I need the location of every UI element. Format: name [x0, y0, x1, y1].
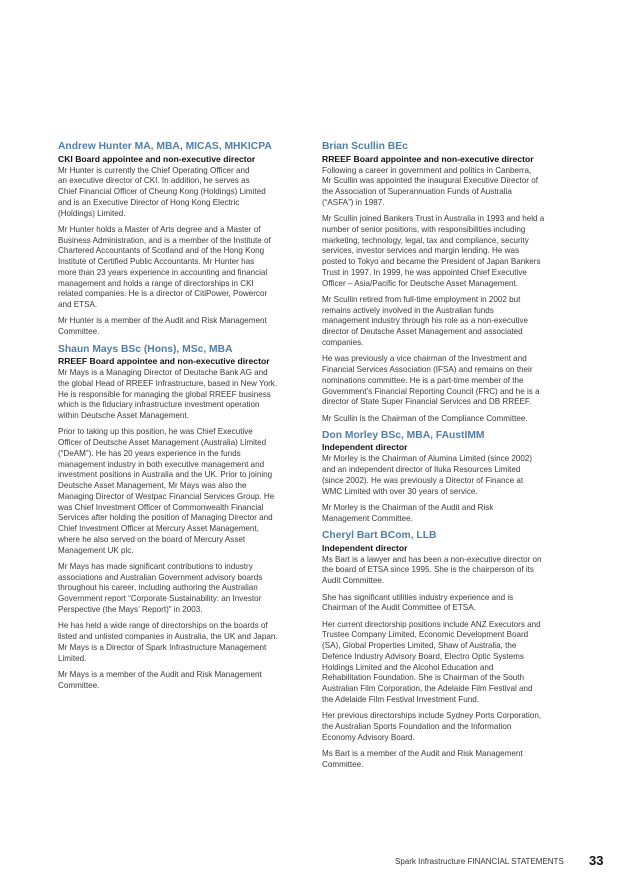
director-name: Andrew Hunter MA, MBA, MICAS, MHKICPA: [58, 141, 272, 152]
bio-paragraph: Mr Mays is a Managing Director of Deutsche Bank AG and the global Head of RREEF Infrastructure, based in New York. He is responsible for managing the global RREEF business which is the fiduciary infrastructure investment operation within Deutsche Asset Management.: [58, 368, 278, 421]
bio-paragraph: Following a career in government and politics in Canberra, Mr Scullin was appointed the inaugural Executive Director of the Association of Superannuation Funds of Australia (“ASFA”) in 1987.: [322, 165, 538, 207]
bio-paragraph: Mr Scullin retired from full-time employment in 2002 but remains actively involved in the Australian funds management industry through his role as a non-executive director of Deutsche Asset Management and associated companies.: [322, 294, 529, 347]
footer-title: Spark Infrastructure FINANCIAL STATEMENTS: [395, 857, 564, 866]
bio-paragraph: She has significant utilities industry experience and is Chairman of the Audit Committee of ETSA.: [322, 592, 514, 613]
director-bio: [322, 530, 574, 770]
left-column: [58, 141, 310, 697]
bio-paragraph: He has held a wide range of directorships on the boards of listed and unlisted companies in Australia, the UK and Japan. Mr Mays is a Director of Spark Infrastructure Management Limited.: [58, 621, 278, 663]
bio-paragraph: Mr Scullin is the Chairman of the Compliance Committee.: [322, 413, 528, 423]
bio-paragraph: He was previously a vice chairman of the Investment and Financial Services Association (IFSA) and remains on their nominations committee. He is a part-time member of the Government’s Financial Reporting Council (FRC) and he is a director of State Super Financial Services and DB RREEF.: [322, 354, 540, 407]
bio-paragraph: Mr Hunter is currently the Chief Operating Officer and an executive director of CKI. In addition, he serves as Chief Financial Officer of Cheung Kong (Holdings) Limited and is an Executive Director of Hong Kong Electric (Holdings) Limited.: [58, 165, 266, 218]
right-column: [322, 141, 574, 776]
bio-paragraph: Mr Scullin joined Bankers Trust in Australia in 1993 and held a number of senior positions, with responsibilities including marketing, technology, legal, tax and compliance, security services, investor services and margin lending. He was posted to Tokyo and became the President of Japan Bankers Trust in 1997. In 1999, he was appointed Chief Executive Officer – Asia/Pacific for Deutsche Asset Management.: [322, 214, 545, 288]
director-role: Independent director: [322, 442, 408, 453]
bio-paragraph: Mr Hunter is a member of the Audit and Risk Management Committee.: [58, 316, 267, 337]
director-role: CKI Board appointee and non-executive director: [58, 153, 256, 164]
director-role: Independent director: [322, 542, 408, 553]
director-bio: [322, 430, 574, 525]
director-bio: [58, 344, 310, 692]
director-role: RREEF Board appointee and non-executive director: [58, 356, 270, 367]
director-bio: [322, 141, 574, 424]
page-number: 33: [589, 853, 604, 868]
bio-paragraph: Her previous directorships include Sydney Ports Corporation, the Australian Sports Foundation and the Information Economy Advisory Board.: [322, 711, 542, 742]
bio-paragraph: Mr Mays has made significant contributions to industry associations and Australian Government advisory boards throughout his career, including authoring the Australian Government report “Corporate Sustainability: an Investor Perspective (the Mays’ Report)” in 2003.: [58, 561, 263, 614]
bio-paragraph: Mr Morley is the Chairman of the Audit and Risk Management Committee.: [322, 503, 494, 523]
bio-paragraph: Ms Bart is a member of the Audit and Risk Management Committee.: [322, 749, 523, 769]
bio-paragraph: Her current directorship positions include ANZ Executors and Trustee Company Limited, Economic Development Board (SA), Global Properties Limited, Shaw of Australia, the Defence Industry Advisory Board, Electro Optic Systems Holdings Limited and the Alcohol Education and Rehabilitation Foundation. She is Chairman of the South Australian Film Corporation, the Adelaide Film Festival and the Adelaide Film Festival Investment Fund.: [322, 619, 541, 704]
director-name: Don Morley BSc, MBA, FAustIMM: [322, 429, 485, 441]
director-name: Shaun Mays BSc (Hons), MSc, MBA: [58, 343, 233, 355]
bio-paragraph: Mr Mays is a member of the Audit and Risk Management Committee.: [58, 669, 262, 690]
director-role: RREEF Board appointee and non-executive director: [322, 153, 534, 164]
director-name: Brian Scullin BEc: [322, 141, 408, 152]
bio-paragraph: Prior to taking up this position, he was Chief Executive Officer of Deutsche Asset Management (Australia) Limited (“DeAM”). He has 20 years experience in the funds management industry in both executive management and investment positions in Australia and the UK. Prior to joining Deutsche Asset Management, Mr Mays was also the Managing Director of Westpac Financial Services Group. He was Chief Investment Officer of Commonwealth Financial Services after holding the position of Managing Director and Chief Investment Officer at Mercury Asset Management, where he also served on the board of Mercury Asset Management UK plc.: [58, 427, 275, 555]
director-bio: [58, 141, 310, 338]
bio-paragraph: Mr Hunter holds a Master of Arts degree and a Master of Business Administration, and is a member of the Institute of Chartered Accountants of Scotland and of the Hong Kong Institute of Certified Public Accountants. Mr Hunter has more than 23 years experience in accounting and financial management and holds a range of directorships in CKI related companies. He is a director of CitiPower, Powercor and ETSA.: [58, 224, 271, 310]
bio-paragraph: Ms Bart is a lawyer and has been a non-executive director on the board of ETSA since 1995. She is the chairperson of its Audit Committee.: [322, 554, 542, 586]
bio-paragraph: Mr Morley is the Chairman of Alumina Limited (since 2002) and an independent director of Iluka Resources Limited (since 2002). He was previously a Director of Finance at WMC Limited with over 30 years of service.: [322, 454, 533, 496]
director-name: Cheryl Bart BCom, LLB: [322, 530, 437, 542]
